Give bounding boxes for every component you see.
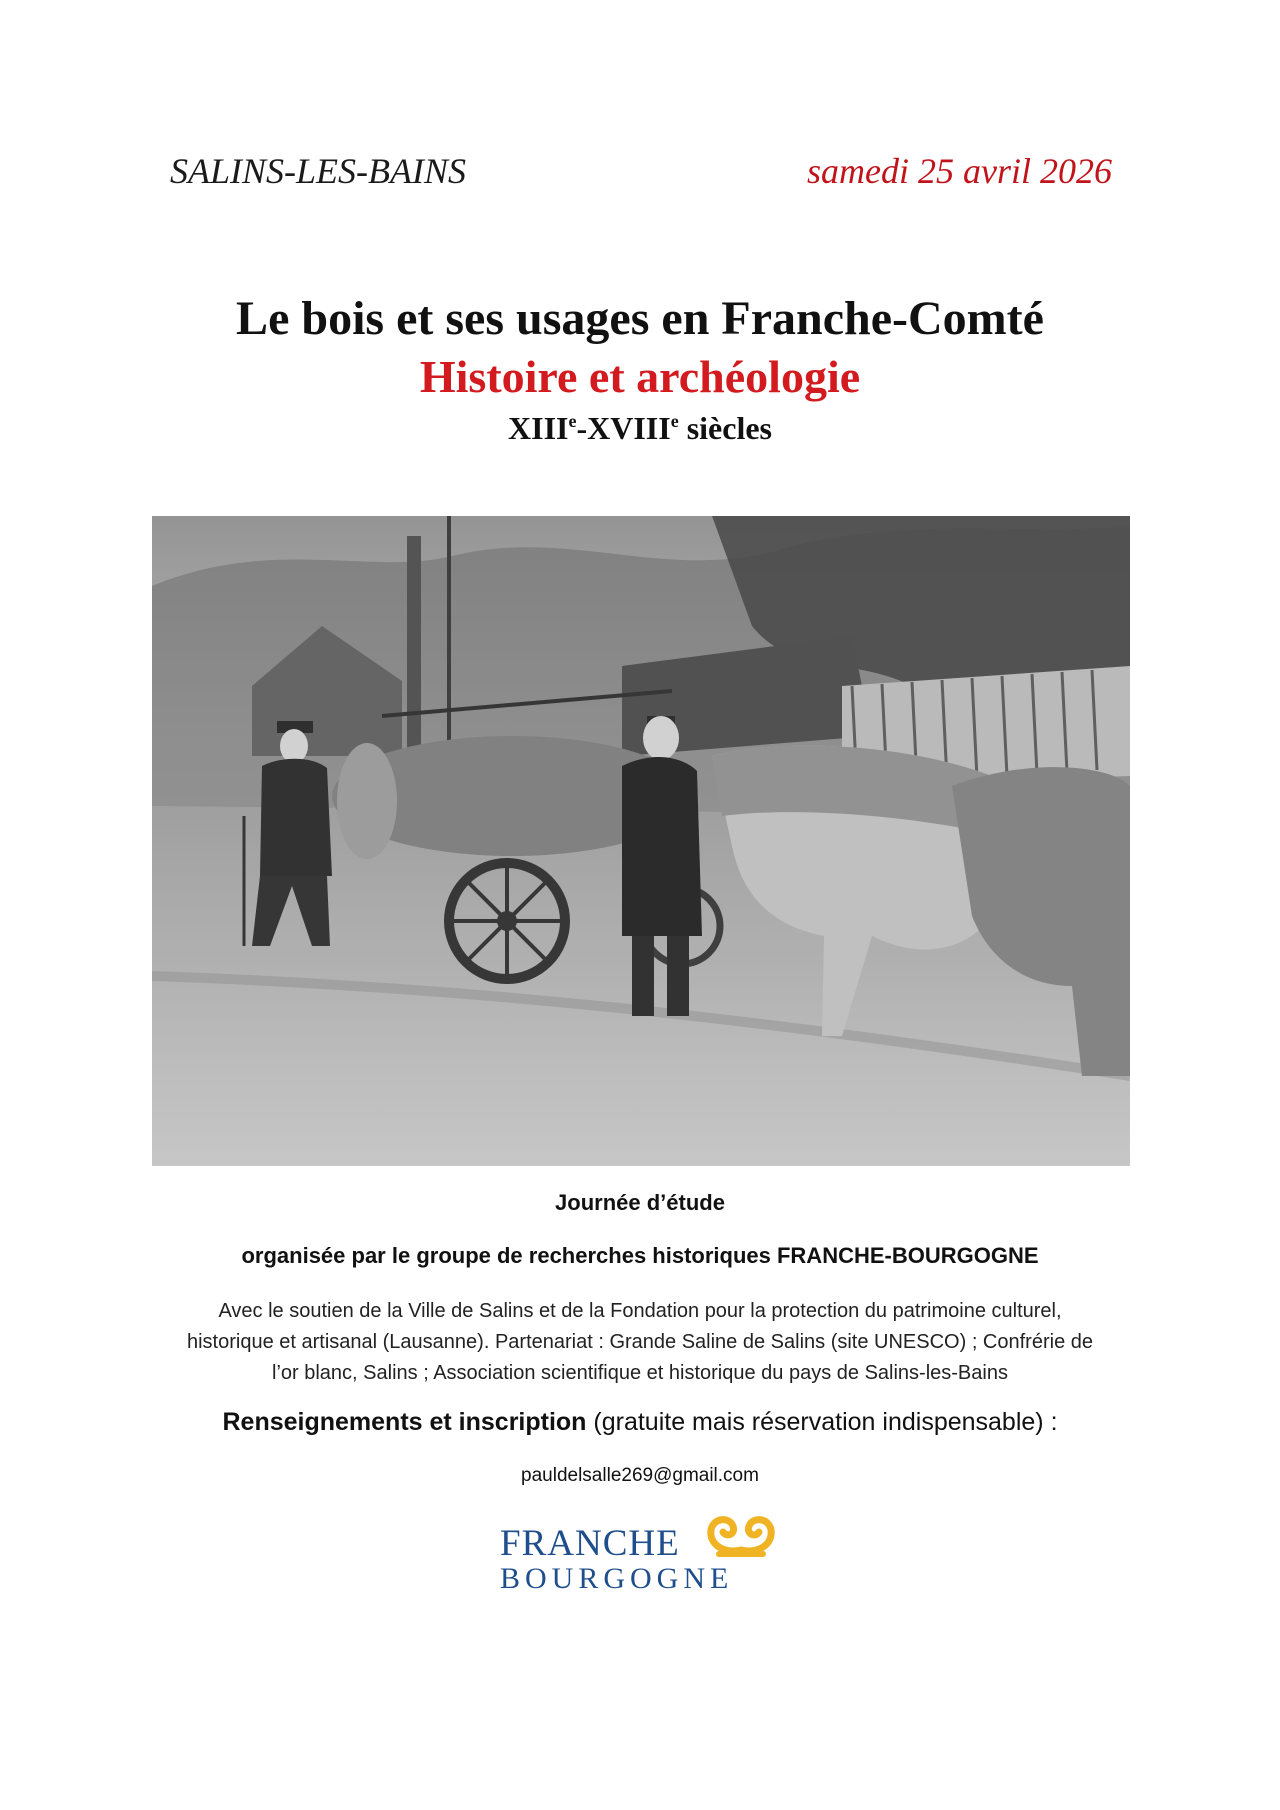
info-note: (gratuite mais réservation indispensable) : (586, 1408, 1058, 1436)
info-line (0, 1408, 1280, 1437)
century-sup-2: e (670, 411, 679, 431)
title-block (0, 290, 1280, 450)
support-line-2: historique et artisanal (Lausanne). Partenariat : Grande Saline de Salins (site UNESCO) ; Confrérie de (186, 1331, 1093, 1353)
subtitle: Histoire et archéologie (419, 351, 861, 402)
historic-photo (152, 516, 1130, 1166)
scroll-emblem-icon (705, 1510, 777, 1562)
franche-bourgogne-logo (495, 1502, 785, 1602)
centuries-line (0, 406, 1280, 450)
logo-line-2: BOURGOGNE (500, 1562, 734, 1595)
info-label: Renseignements et inscription (222, 1408, 587, 1436)
logo-line-1: FRANCHE (500, 1523, 680, 1564)
support-line-3: l’or blanc, Salins ; Association scientifique et historique du pays de Salins-les-Bains (272, 1362, 1008, 1384)
event-type: Journée d’étude (555, 1190, 725, 1215)
event-date: samedi 25 avril 2026 (807, 151, 1112, 191)
contact-email[interactable]: pauldelsalle269@gmail.com (521, 1465, 759, 1486)
main-title: Le bois et ses usages en Franche-Comté (236, 292, 1044, 345)
century-start: XIII (508, 410, 569, 446)
support-line-1: Avec le soutien de la Ville de Salins et de la Fondation pour la protection du patrimoine culturel, (218, 1300, 1062, 1322)
location-label: SALINS-LES-BAINS (170, 151, 466, 191)
support-text (0, 1296, 1280, 1389)
centuries-word: siècles (678, 410, 772, 446)
organizer-line: organisée par le groupe de recherches historiques FRANCHE-BOURGOGNE (241, 1243, 1039, 1268)
century-end: -XVIII (576, 410, 671, 446)
century-sup-1: e (568, 411, 577, 431)
